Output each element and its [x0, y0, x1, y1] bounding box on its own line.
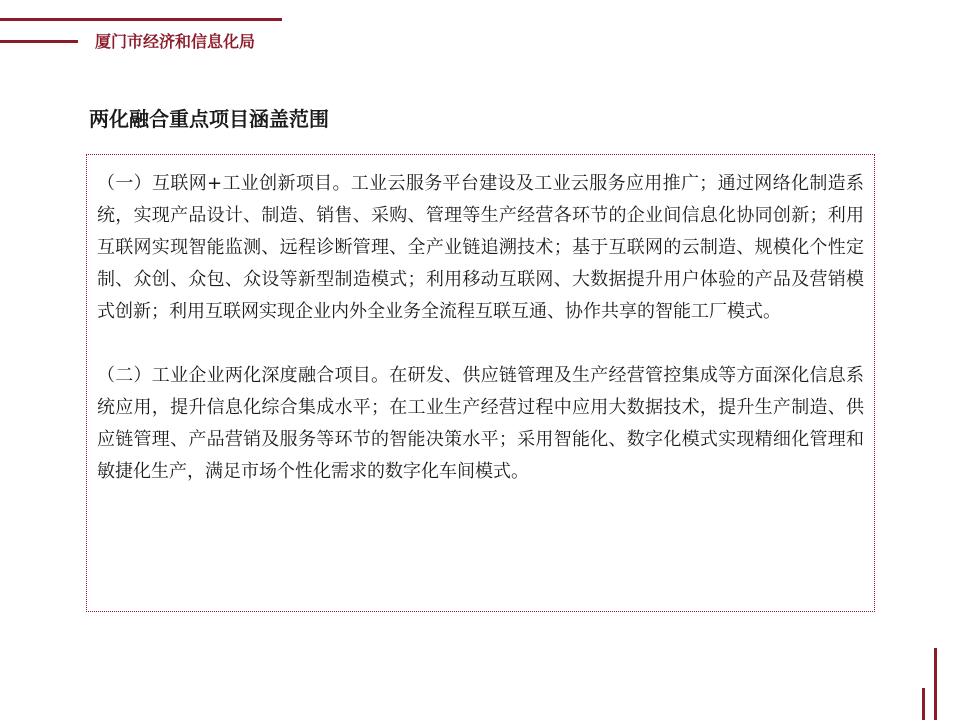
- paragraph-deep-integration: （二）工业企业两化深度融合项目。在研发、供应链管理及生产经营管控集成等方面深化信息系统应用，提升信息化综合集成水平；在工业生产经营过程中应用大数据技术，提升生产制造、供应链管理、产品营销及服务等环节的智能决策水平；采用智能化、数字化模式实现精细化管理和敏捷化生产，满足市场个性化需求的数字化车间模式。: [97, 365, 864, 482]
- slide-title: 两化融合重点项目涵盖范围: [89, 107, 329, 131]
- corner-rule-short: [922, 688, 925, 720]
- organization-name: 厦门市经济和信息化局: [95, 32, 256, 51]
- content-box: [86, 154, 875, 612]
- header-rule-upper: [0, 18, 282, 21]
- corner-rule-long: [934, 648, 937, 720]
- header-rule-lower: [0, 40, 78, 43]
- paragraph-internet-plus: （一）互联网+工业创新项目。工业云服务平台建设及工业云服务应用推广；通过网络化制造系统，实现产品设计、制造、销售、采购、管理等生产经营各环节的企业间信息化协同创新；利用互联网实现智能监测、远程诊断管理、全产业链追溯技术；基于互联网的云制造、规模化个性定制、众创、众包、众设等新型制造模式；利用移动互联网、大数据提升用户体验的产品及营销模式创新；利用互联网实现企业内外全业务全流程互联互通、协作共享的智能工厂模式。: [97, 173, 864, 322]
